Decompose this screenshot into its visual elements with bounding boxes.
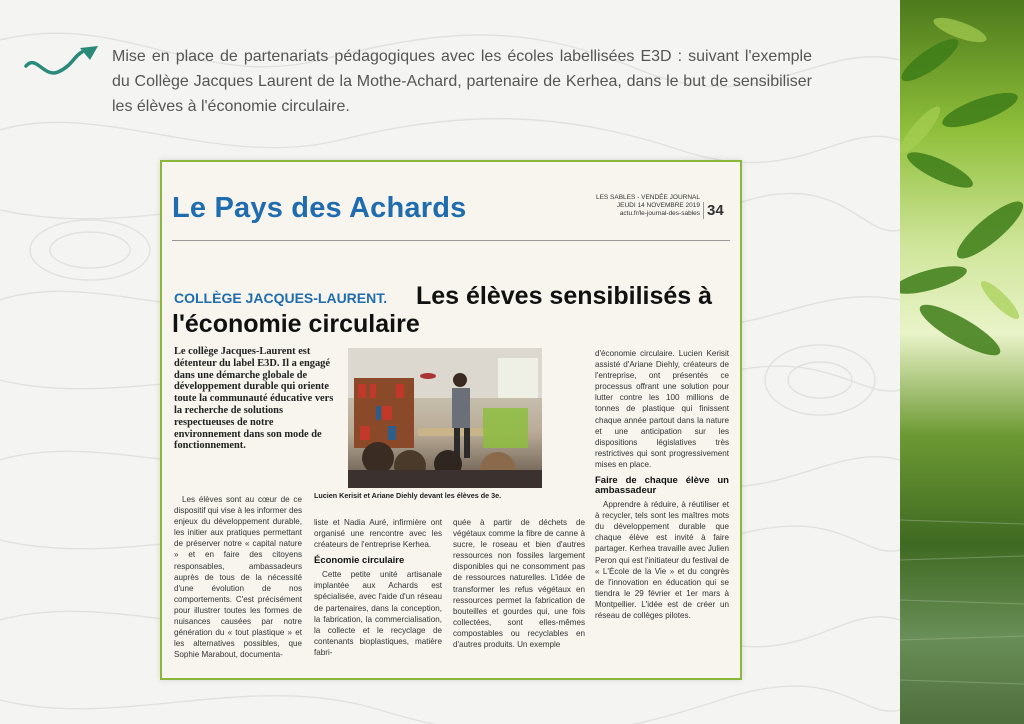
column-3-text: quée à partir de déchets de végétaux comme la fibre de canne à sucre, le roseau et bien d'autres ressources non fossiles largement disponibles qui ne consomment pas de ressources naturelles. L'idée de transformer les refus végétaux en ressources permet la fabrication de bouteilles et gourdes qui, une fois collectées, sont elles-mêmes compostables ou recyclables en d'autres produits. Un exemple (453, 518, 585, 650)
article-column-2 (314, 517, 442, 658)
column-4-body: Apprendre à réduire, à réutiliser et à recycler, tels sont les maîtres mots du développement durable que chaque élève est invité à faire partager. Kerhea travaille avec Julien Peron qui est l'initiateur du festival de « L'École de la Vie » et du congrès de l'innovation en éducation qui se tiendra le 29 février et 1er mars à Montpellier. L'idée est de créer un réseau de collèges pilotes. (595, 500, 729, 620)
newspaper-clipping (160, 160, 742, 680)
column-2-body: Cette petite unité artisanale implantée aux Achards est spécialisée, avec l'aide d'un réseau de partenaires, dans la conception, la fabrication, la commercialisation, la collecte et le recyclage de contenants bioplastiques, matière fabri- (314, 570, 442, 657)
column-4-intro: d'économie circulaire. Lucien Kerisit assisté d'Ariane Diehly, créateurs de l'entreprise, ont présentés ce processus offrant une solution pour lutter contre les 100 millions de tonnes de plastique qui finissent chaque année partout dans la nature et une anticipation sur les dispositions législatives très restrictives qui sont progressivement mises en place. (595, 349, 729, 469)
subheading-economie-circulaire: Économie circulaire (314, 555, 405, 567)
leaves-photo (900, 0, 1024, 724)
article-photo (348, 348, 542, 488)
header-rule (172, 240, 730, 241)
lede: Le collège Jacques-Laurent est détenteur du label E3D. Il a engagé dans une démarche globale de développement durable qui oriente toute la communauté éducative vers la recherche de solutions respectueuses de notre environnement dans son mode de fonctionnement. (174, 346, 334, 452)
article-column-4 (595, 348, 729, 621)
headline: Les élèves sensibilisés à l'économie circulaire (172, 282, 713, 338)
subheading-ambassadeur: Faire de chaque élève un ambassadeur (595, 475, 729, 497)
publication-url: actu.fr/le-journal-des-sables (619, 210, 700, 217)
column-2-intro: liste et Nadia Auré, infirmière ont organisé une rencontre avec les créateurs de l'entreprise Kerhea. (314, 518, 442, 550)
article-column-1 (174, 494, 302, 660)
publication-name: LES SABLES - VENDÉE JOURNAL (595, 194, 700, 201)
photo-caption: Lucien Kerisit et Ariane Diehly devant les élèves de 3e. (314, 491, 502, 500)
intro-paragraph: Mise en place de partenariats pédagogiques avec les écoles labellisées E3D : suivant l'exemple du Collège Jacques Laurent de la Mothe-Achard, partenaire de Kerhea, dans le but de sensibiliser les élèves à l'économie circulaire. (112, 48, 812, 115)
publication-date: JEUDI 14 NOVEMBRE 2019 (616, 202, 700, 209)
publication-info (590, 194, 700, 218)
masthead: Le Pays des Achards (172, 192, 467, 224)
column-1-text: Les élèves sont au cœur de ce dispositif qui vise à les informer des enjeux du développement durable, les initier aux pratiques permettant de préserver notre « capital nature » et en faire des citoyens responsables, ambassadeurs auprès de tous de la nécessité d'une évolution de nos comportements. C'est précisément pour illustrer toutes les formes de nuisances causées par notre génération du « tout plastique » et les alternatives possibles, que Sophie Marabout, documenta- (174, 495, 302, 660)
curved-arrow-icon (22, 44, 104, 84)
article-column-3 (453, 517, 585, 650)
kicker: COLLÈGE JACQUES-LAURENT. (174, 290, 388, 306)
page-number: 34 (703, 202, 724, 219)
